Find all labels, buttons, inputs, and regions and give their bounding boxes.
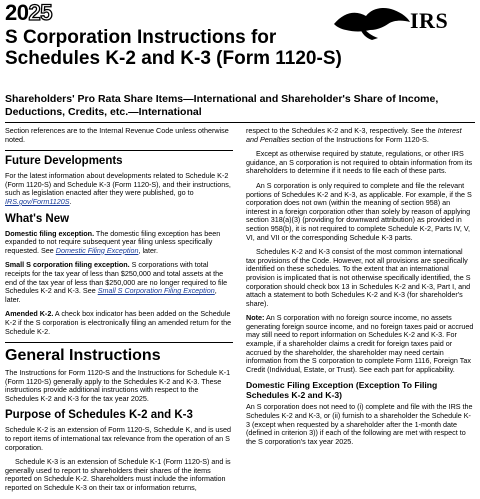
divider	[5, 150, 233, 151]
continued-paragraph: respect to the Schedules K-2 and K-3, respectively. See the Interest and Penalties section of the Instructions for Form 1120-S.	[246, 126, 462, 144]
heading-purpose: Purpose of Schedules K-2 and K-3	[5, 409, 193, 422]
general-paragraph: The Instructions for Form 1120-S and the Instructions for Schedule K-1 (Form 1120-S) generally apply to the Schedules K-2 and K-3. These instructions provide additional instructions with respect to the Schedules K-2 and K-3 for the tax year 2025.	[5, 368, 231, 403]
header-rule	[5, 122, 475, 123]
small-s-corp-link[interactable]: Small S Corporation Filing Exception	[97, 286, 215, 296]
paragraph-obtain-info: Except as otherwise required by statute, regulations, or other IRS guidance, an S corporation is not required to obtain information from its shareholders to determine if it needs to file each of these parts.	[246, 149, 473, 176]
left-column	[5, 127, 233, 499]
intro-text: Section references are to the Internal Revenue Code unless otherwise noted.	[5, 126, 229, 144]
heading-whats-new: What's New	[5, 212, 70, 225]
right-column	[246, 127, 474, 452]
new-item-amended: Amended K-2. A check box indicator has been added on the Schedule K-2 if the S corporation is electronically filing an amended return for the Schedule K-2.	[5, 309, 232, 336]
document-title: S Corporation Instructions for Schedules K-2 and K-3 (Form 1120-S)	[5, 27, 342, 69]
heading-future-developments: Future Developments	[5, 155, 123, 168]
irs-logo-text: IRS	[410, 8, 449, 33]
domestic-filing-paragraph: An S corporation does not need to (i) complete and file with the IRS the Schedules K-2 and K-3, or (ii) furnish to a shareholder the Schedule K-3 (except when requested by a shareholder after the 1-month date (defined in criterion 3)) if each of the following are met with respect to the S corporation's tax year 2025.	[246, 402, 473, 446]
paragraph-provisions: Schedules K-2 and K-3 consist of the most common international tax provisions of the Code. However, not all provisions are specifically identified on these schedules. To the extent that an international provision is implicated that is not otherwise specifically identified, the S corporation should check box 13 in Schedules K-2 and K-3, Part I, and attach a statement to both Schedules K-2 and K-3 (for shareholder's share).	[246, 247, 471, 308]
paragraph-relevant-portions: An S corporation is only required to complete and file the relevant portions of Schedules K-2 and K-3, as applicable. For example, if the S corporation does not own (within the meaning of section 958) an interest in a foreign corporation other than solely by reason of applying section 318(a)(3) (providing for downward attribution) as provided in section 958(b), it is not required to complete Schedule K-2, Parts IV, V, VI, and VII or the corresponding Schedule K-3 parts.	[246, 180, 472, 242]
domestic-filing-exception-link[interactable]: Domestic Filing Exception	[55, 245, 139, 255]
heading-domestic-filing-exception: Domestic Filing Exception (Exception To Filing Schedules K-2 and K-3)	[246, 380, 438, 401]
purpose-paragraph-2: Schedule K-3 is an extension of Schedule K-1 (Form 1120-S) and is generally used to report to shareholders their shares of the items reported on Schedule K-2. Shareholders must include the information reported on Schedule K-3 on their tax or information returns,	[5, 457, 231, 493]
heading-general-instructions: General Instructions	[5, 342, 233, 365]
new-item-small: Small S corporation filing exception. S corporations with total receipts for the tax year of less than $250,000 and total assets at the end of the tax year of less than $250,000 are no longer required to file Schedules K-2 and K-3. See Small S Corporation Filing Exception, later.	[5, 260, 228, 304]
irs-gov-link[interactable]: IRS.gov/Form1120S	[5, 196, 70, 206]
document-subtitle: Shareholders' Pro Rata Share Items—International and Shareholder's Share of Income, Deductions, Credits, etc.—International	[5, 93, 439, 118]
note-paragraph: Note: An S corporation with no foreign source income, no assets generating foreign source income, and no foreign taxes paid or accrued may still need to report information on Schedules K-2 and K-3. For example, if a shareholder claims a credit for foreign taxes paid or accrued by the shareholder, the shareholder may need certain information from the S corporation to complete Form 1116, Foreign Tax Credit (Individual, Estate, or Trust). See each part for applicability.	[246, 313, 474, 374]
future-paragraph: For the latest information about developments related to Schedule K-2 (Form 1120-S) and Schedule K-3 (Form 1120-S), and their instructions, such as legislation enacted after they were published, go to IRS.gov/Form1120S.	[5, 171, 231, 206]
form-year: 2025	[5, 0, 52, 25]
new-item-domestic: Domestic filing exception. The domestic filing exception has been expanded to not require subsequent year filing unless specifically requested. See Domestic Filing Exception, later.	[5, 228, 221, 255]
purpose-paragraph-1: Schedule K-2 is an extension of Form 1120-S, Schedule K, and is used to report items of international tax relevance from the operation of an S corporation.	[5, 425, 232, 452]
